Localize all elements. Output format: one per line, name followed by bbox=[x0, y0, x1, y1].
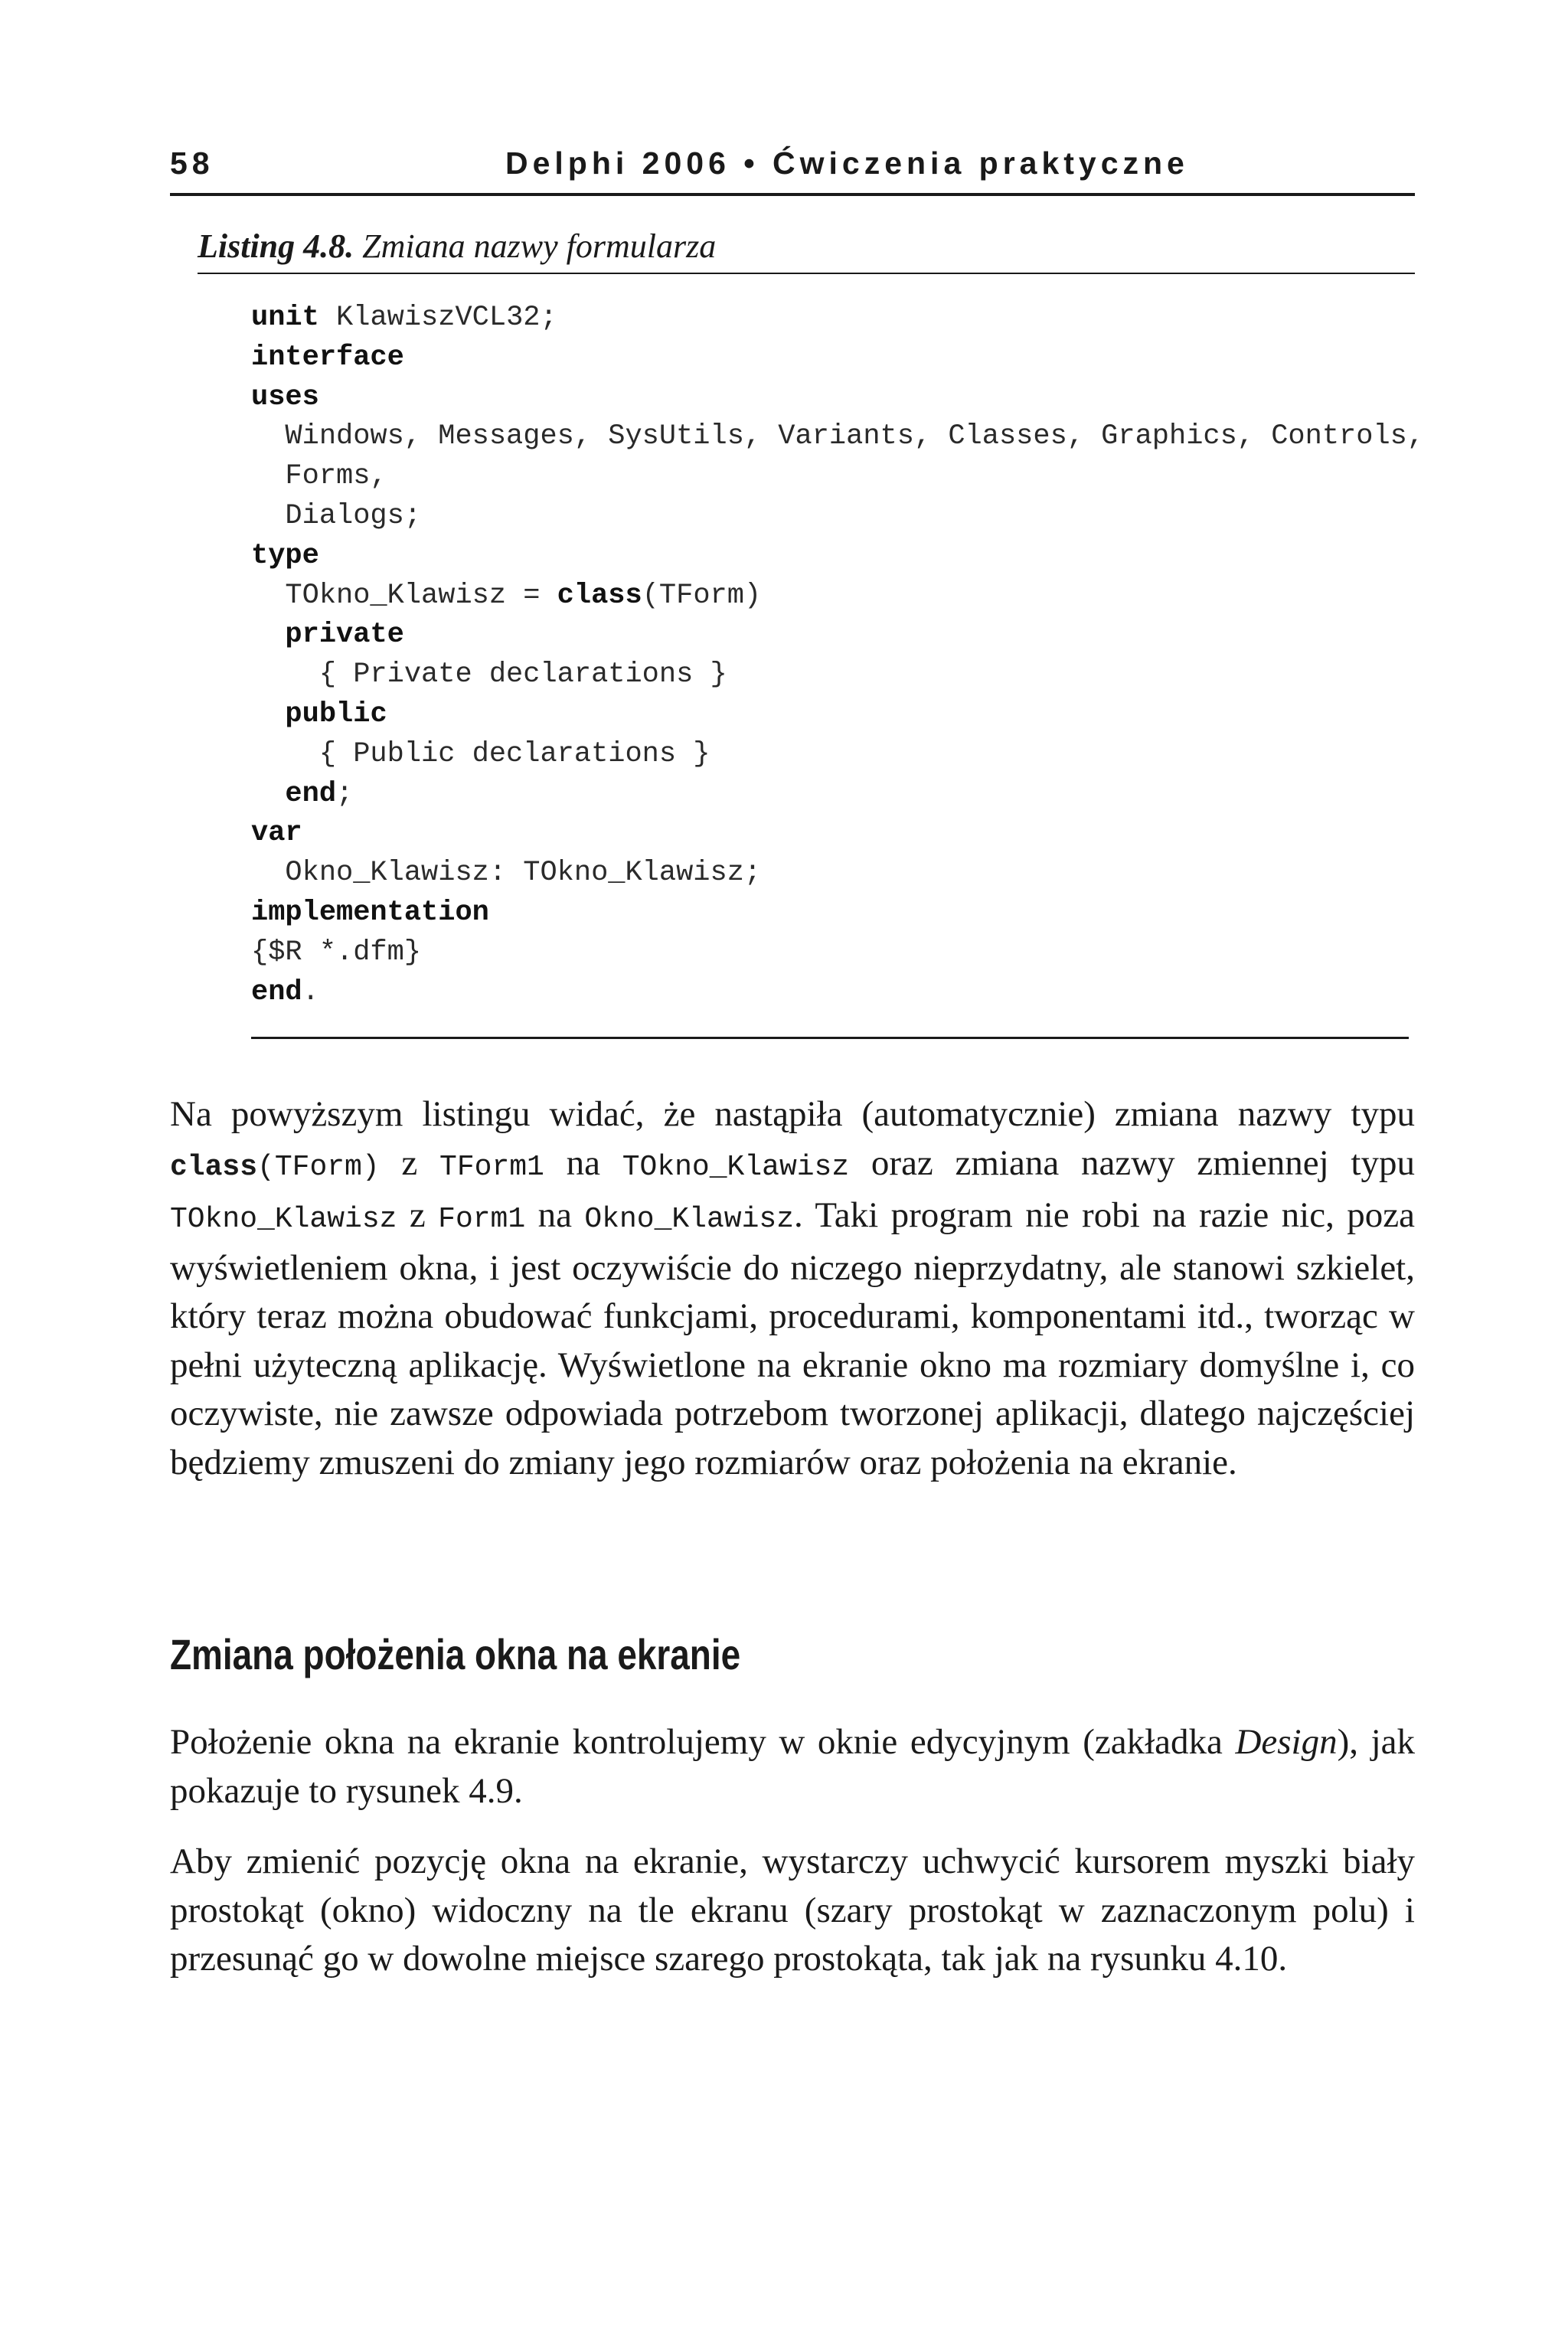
paragraph-text: na bbox=[544, 1142, 622, 1183]
code-line bbox=[251, 933, 1409, 973]
paragraph-text: Na powyższym listingu widać, że nastąpiła (automatycznie) zmiana nazwy typu bbox=[170, 1094, 1415, 1134]
code-line bbox=[251, 735, 1409, 775]
inline-code: Okno_Klawisz bbox=[584, 1203, 795, 1236]
paragraph-text: Położenie okna na ekranie kontrolujemy w oknie edycyjnym (zakładka bbox=[170, 1722, 1236, 1762]
inline-code: TOkno_Klawisz bbox=[622, 1150, 850, 1184]
inline-code: Form1 bbox=[438, 1203, 526, 1236]
code-line bbox=[251, 417, 1425, 457]
code-text bbox=[251, 698, 285, 730]
code-keyword: var bbox=[251, 817, 302, 850]
inline-code: (TForm) bbox=[257, 1150, 380, 1184]
code-text bbox=[251, 778, 285, 810]
body-paragraph-3: Aby zmienić pozycję okna na ekranie, wystarczy uchwycić kursorem myszki biały prostokąt (okno) widoczny na tle ekranu (szary prostokąt w zaznaczonym polu) i przesunąć go w dowolne miejsce szarego prostokąta, tak jak na rysunku 4.10. bbox=[170, 1841, 1415, 1979]
code-text: { Private declarations } bbox=[251, 658, 727, 691]
code-text: (TForm) bbox=[642, 579, 762, 612]
paragraph-text: ), jak pokazuje to rysunek 4.9. bbox=[170, 1722, 1416, 1811]
page-number: 58 bbox=[170, 145, 214, 181]
body-paragraph-2 bbox=[170, 1718, 1415, 1815]
listing-caption bbox=[198, 227, 1415, 274]
inline-code: TOkno_Klawisz bbox=[170, 1203, 397, 1236]
code-line bbox=[251, 695, 1409, 735]
code-line bbox=[251, 894, 1409, 933]
code-line bbox=[251, 854, 1409, 894]
code-text: TOkno_Klawisz = bbox=[251, 579, 557, 612]
listing-title: Zmiana nazwy formularza bbox=[362, 227, 717, 265]
code-keyword: class bbox=[557, 579, 642, 612]
code-keyword: type bbox=[251, 539, 319, 572]
code-line bbox=[251, 457, 1409, 497]
paragraph-text: na bbox=[525, 1195, 585, 1235]
code-line bbox=[251, 338, 1409, 378]
paragraph-text: . Taki program nie robi na razie nic, poza wyświetleniem okna, i jest oczywiście do niczego nieprzydatny, ale stanowi szkielet, który teraz można obudować funkcjami, procedurami, komponentami itd., tworząc w pełni użyteczną aplikację. Wyświetlone na ekranie okno ma rozmiary domyślne i, co oczywiste, nie zawsze odpowiada potrzebom tworzonej aplikacji, dlatego najczęściej będziemy zmuszeni do zmiany jego rozmiarów oraz położenia na ekranie. bbox=[170, 1195, 1415, 1482]
listing-bottom-rule bbox=[251, 1037, 1409, 1039]
code-listing bbox=[251, 299, 1425, 1012]
code-text: Forms, bbox=[251, 460, 387, 493]
code-line bbox=[251, 775, 1409, 815]
code-line bbox=[251, 973, 1409, 1013]
listing-label: Listing 4.8. bbox=[198, 227, 354, 265]
paragraph-text: z bbox=[397, 1195, 439, 1235]
code-text: Dialogs; bbox=[251, 499, 422, 532]
paragraph-text: z bbox=[379, 1142, 440, 1183]
code-line bbox=[251, 299, 1409, 338]
code-line bbox=[251, 497, 1409, 537]
section-heading: Zmiana położenia okna na ekranie bbox=[170, 1630, 741, 1678]
code-keyword: uses bbox=[251, 381, 319, 413]
code-keyword: private bbox=[285, 619, 404, 652]
code-text: . bbox=[302, 975, 319, 1008]
code-keyword: implementation bbox=[251, 896, 489, 929]
paragraph-text: oraz zmiana nazwy zmiennej typu bbox=[849, 1142, 1415, 1183]
code-text: ; bbox=[336, 777, 354, 810]
code-keyword: unit bbox=[251, 302, 319, 334]
code-line bbox=[251, 577, 1409, 616]
body-paragraph-1 bbox=[170, 1090, 1415, 1487]
code-text: {$R *.dfm} bbox=[251, 936, 422, 969]
code-text bbox=[251, 619, 285, 651]
running-title: Delphi 2006 • Ćwiczenia praktyczne bbox=[505, 145, 1189, 181]
code-line bbox=[251, 814, 1409, 854]
code-line bbox=[251, 537, 1409, 577]
code-keyword: end bbox=[285, 777, 337, 810]
code-text: { Public declarations } bbox=[251, 737, 710, 770]
inline-code: TForm1 bbox=[439, 1150, 544, 1184]
code-line bbox=[251, 616, 1409, 655]
code-line bbox=[251, 378, 1409, 418]
code-keyword: end bbox=[251, 975, 302, 1008]
inline-code: class bbox=[170, 1150, 258, 1184]
page-header bbox=[170, 142, 1415, 196]
emphasis-text: Design bbox=[1235, 1722, 1338, 1762]
code-keyword: public bbox=[285, 698, 387, 730]
code-line bbox=[251, 655, 1409, 695]
code-keyword: interface bbox=[251, 341, 404, 374]
code-text: Okno_Klawisz: TOkno_Klawisz; bbox=[251, 857, 762, 890]
code-text: KlawiszVCL32; bbox=[318, 302, 557, 334]
code-text: Windows, Messages, SysUtils, Variants, Classes, Graphics, Controls, bbox=[251, 420, 1425, 453]
